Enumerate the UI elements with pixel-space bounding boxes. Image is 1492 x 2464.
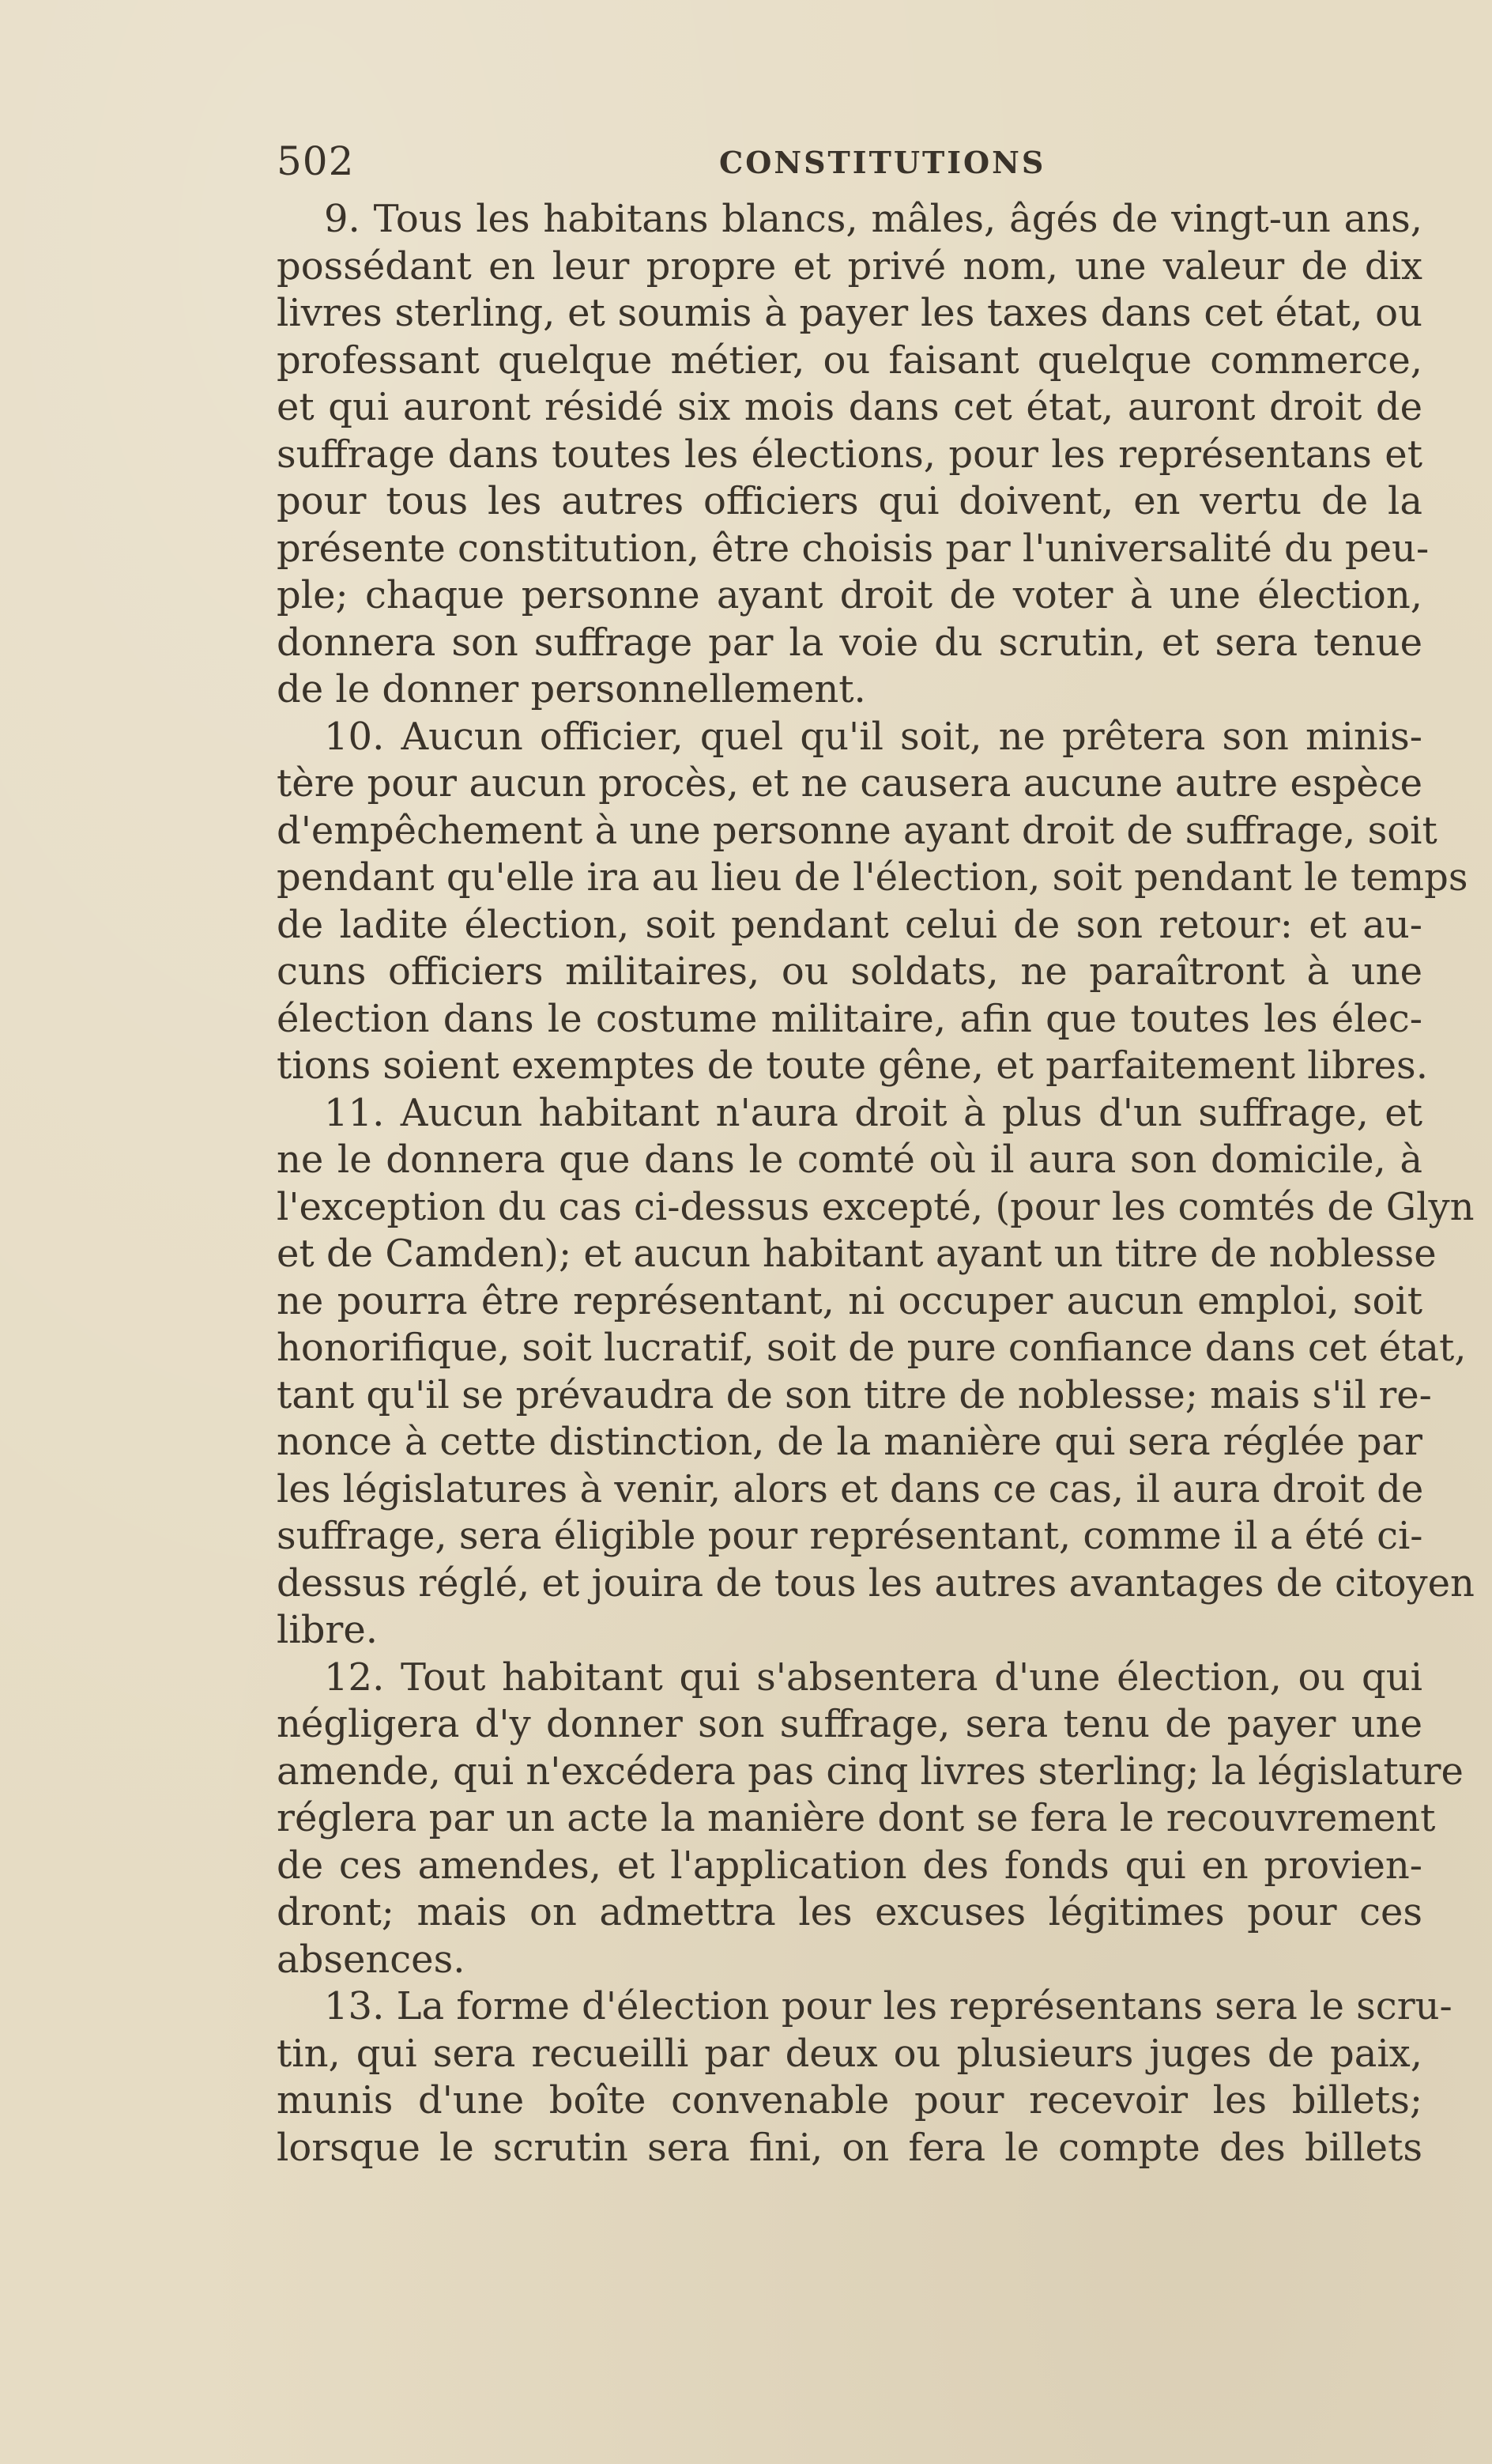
text-line: professant quelque métier, ou faisant quelque commerce, — [277, 338, 1422, 383]
text-line: de le donner personnellement. — [277, 667, 866, 711]
text-line: suffrage, sera éligible pour représentant, comme il a été ci- — [277, 1514, 1423, 1558]
text-line: amende, qui n'excédera pas cinq livres sterling; la législature — [277, 1749, 1464, 1794]
text-line: de ladite élection, soit pendant celui de son retour: et au- — [277, 902, 1422, 947]
text-line: lorsque le scrutin sera fini, on fera le compte des billets — [277, 2125, 1422, 2170]
text-line: ne le donnera que dans le comté où il aura son domicile, à — [277, 1138, 1422, 1182]
text-line: dront; mais on admettra les excuses légitimes pour ces — [277, 1890, 1422, 1934]
text-line: cuns officiers militaires, ou soldats, ne paraîtront à une — [277, 949, 1422, 994]
text-line: négligera d'y donner son suffrage, sera tenu de payer une — [277, 1702, 1422, 1746]
text-line: présente constitution, être choisis par l'universalité du peu- — [277, 526, 1430, 571]
text-line: et qui auront résidé six mois dans cet état, auront droit de — [277, 385, 1422, 429]
text-line: libre. — [277, 1608, 379, 1652]
text-line: tin, qui sera recueilli par deux ou plusieurs juges de paix, — [277, 2031, 1422, 2076]
page-header — [277, 138, 1422, 194]
text-line: 10. Aucun officier, quel qu'il soit, ne prêtera son minis- — [324, 714, 1422, 759]
text-line: tant qu'il se prévaudra de son titre de noblesse; mais s'il re- — [277, 1372, 1432, 1417]
text-line: tère pour aucun procès, et ne causera aucune autre espèce — [277, 761, 1422, 806]
text-line: donnera son suffrage par la voie du scrutin, et sera tenue — [277, 620, 1422, 665]
text-line: ple; chaque personne ayant droit de voter à une élection, — [277, 573, 1422, 617]
paragraph-4 — [277, 1655, 1464, 1984]
running-title: CONSTITUTIONS — [719, 145, 1046, 180]
text-line: les législatures à venir, alors et dans ce cas, il aura droit de — [277, 1466, 1424, 1511]
text-line: 13. La forme d'élection pour les représentans sera le scru- — [324, 1984, 1452, 2028]
text-line: et de Camden); et aucun habitant ayant un titre de noblesse — [277, 1232, 1437, 1276]
text-line: pendant qu'elle ira au lieu de l'élection, soit pendant le temps — [277, 855, 1468, 900]
text-line: 9. Tous les habitans blancs, mâles, âgés de vingt-un ans, — [324, 197, 1422, 241]
text-line: suffrage dans toutes les élections, pour les représentans et — [277, 432, 1422, 477]
body-text — [277, 196, 1475, 2172]
text-line: tions soient exemptes de toute gêne, et parfaitement libres. — [277, 1043, 1428, 1088]
text-line: réglera par un acte la manière dont se fera le recouvrement — [277, 1796, 1436, 1840]
text-line: absences. — [277, 1937, 465, 1982]
paragraph-2 — [277, 714, 1468, 1090]
text-line: d'empêchement à une personne ayant droit de suffrage, soit — [277, 808, 1437, 853]
page-number: 502 — [277, 138, 355, 184]
text-line: pour tous les autres officiers qui doivent, en vertu de la — [277, 479, 1422, 523]
text-line: dessus réglé, et jouira de tous les autres avantages de citoyen — [277, 1560, 1475, 1606]
text-line: honorifique, soit lucratif, soit de pure confiance dans cet état, — [277, 1326, 1467, 1370]
text-line: livres sterling, et soumis à payer les taxes dans cet état, ou — [277, 291, 1422, 335]
text-line: 12. Tout habitant qui s'absentera d'une élection, ou qui — [324, 1655, 1422, 1700]
text-line: ne pourra être représentant, ni occuper aucun emploi, soit — [277, 1278, 1422, 1323]
text-line: nonce à cette distinction, de la manière qui sera réglée par — [277, 1420, 1422, 1464]
text-line: élection dans le costume militaire, afin que toutes les élec- — [277, 996, 1422, 1041]
paragraph-3 — [277, 1090, 1475, 1655]
text-line: de ces amendes, et l'application des fonds qui en provien- — [277, 1843, 1422, 1888]
text-line: l'exception du cas ci-dessus excepté, (pour les comtés de Glyn — [277, 1184, 1475, 1229]
text-line: 11. Aucun habitant n'aura droit à plus d'un suffrage, et — [324, 1090, 1422, 1135]
text-line: munis d'une boîte convenable pour recevoir les billets; — [277, 2078, 1422, 2123]
paragraph-5 — [277, 1983, 1452, 2172]
paragraph-1 — [277, 196, 1430, 714]
text-line: possédant en leur propre et privé nom, une valeur de dix — [277, 243, 1422, 289]
